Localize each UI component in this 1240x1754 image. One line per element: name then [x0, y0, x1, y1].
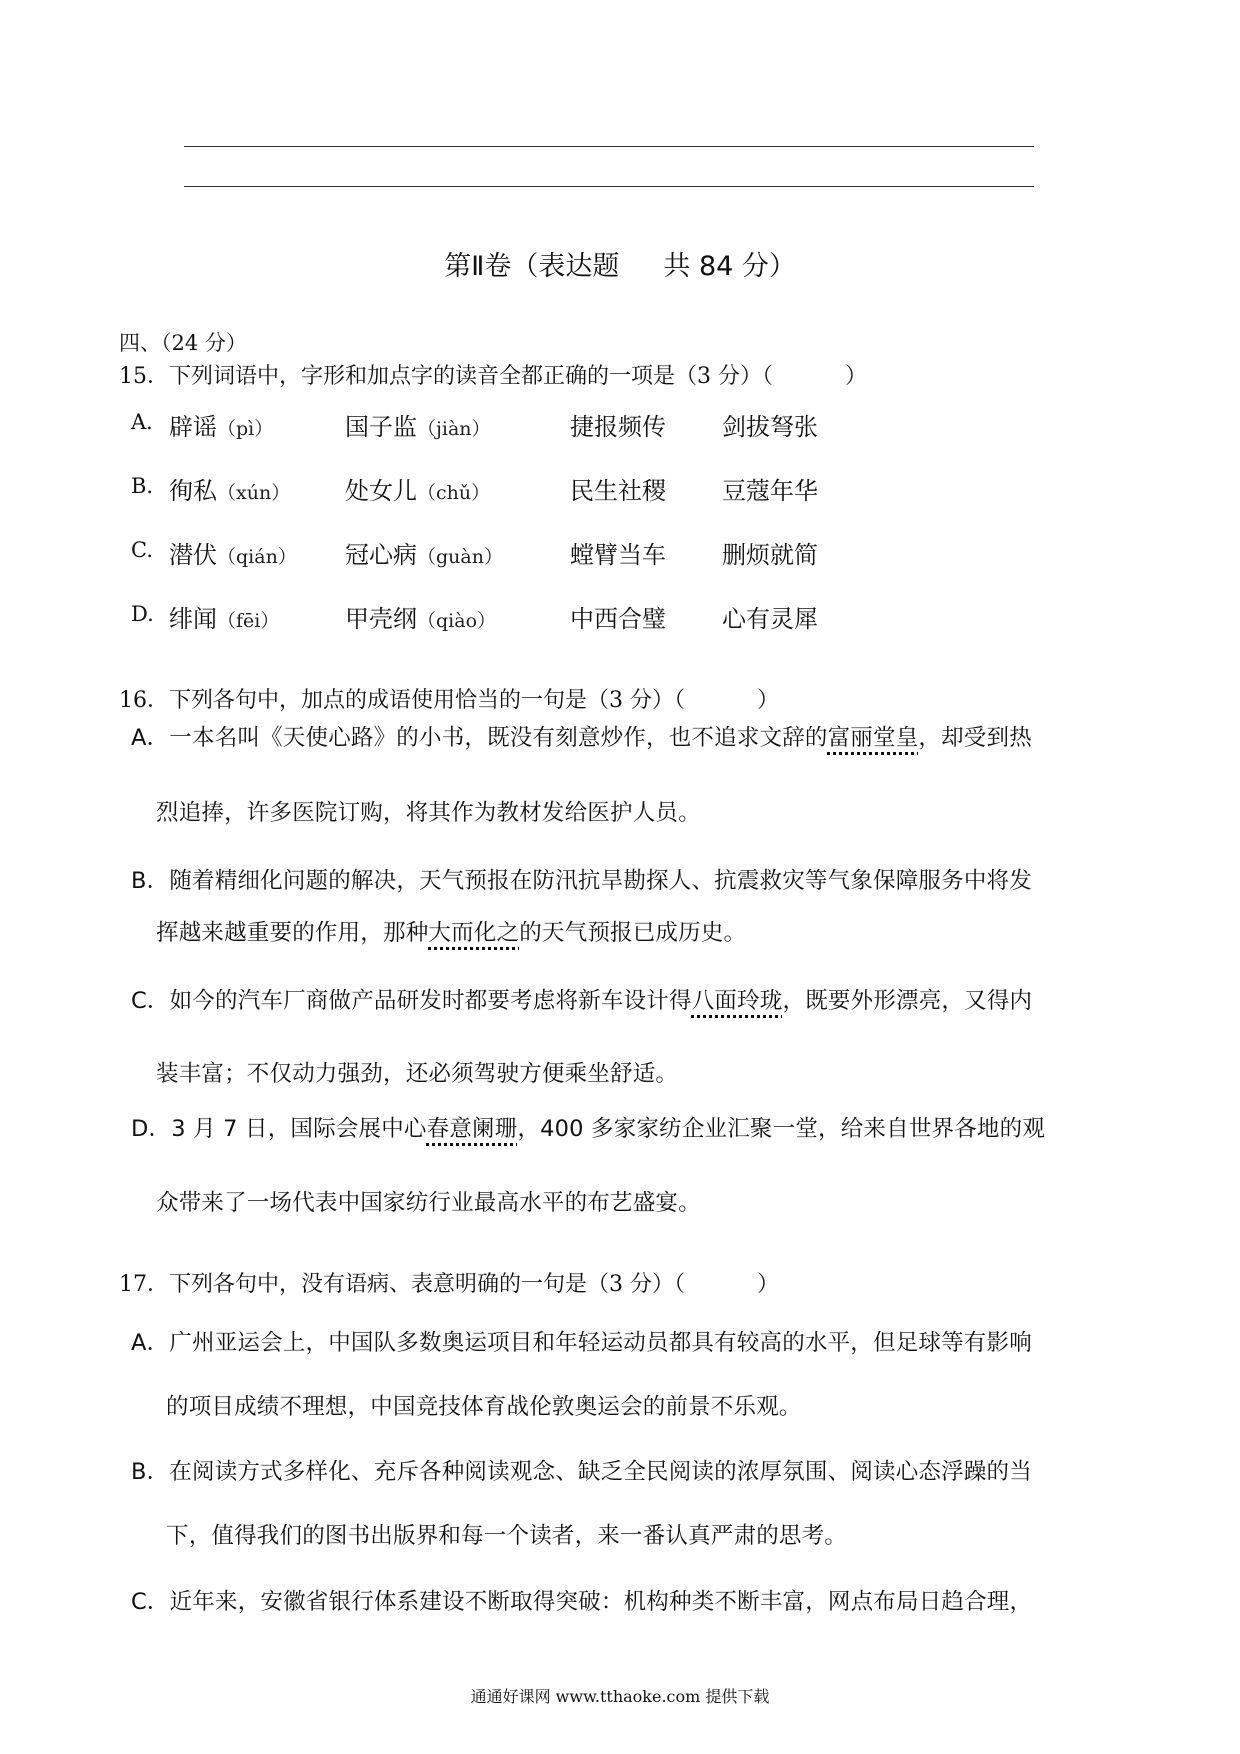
pinyin: （fēi）	[217, 610, 280, 632]
pinyin: （qián）	[217, 546, 297, 568]
text: C．如今的汽车厂商做产品研发时都要考虑将新车设计得	[131, 988, 692, 1014]
word: 国子监	[345, 413, 417, 441]
pinyin: （pì）	[217, 418, 274, 440]
q16-option-b-line1: B．随着精细化问题的解决，天气预报在防汛抗旱勘探人、抗震救灾等气象保障服务中将发	[131, 868, 1032, 894]
option-letter: A.	[131, 410, 153, 434]
word: 潜伏	[169, 541, 217, 569]
option-word-1	[169, 599, 279, 634]
q17-option-a-line2: 的项目成绩不理想，中国竞技体育战伦敦奥运会的前景不乐观。	[166, 1394, 802, 1420]
word: 辟谣	[169, 413, 217, 441]
text: 的天气预报已成历史。	[519, 920, 747, 946]
question-16-head	[119, 683, 779, 714]
q16-option-d-line2: 众带来了一场代表中国家纺行业最高水平的布艺盛宴。	[156, 1190, 701, 1216]
text: A．一本名叫《天使心路》的小书，既没有刻意炒作，也不追求文辞的	[131, 725, 828, 751]
q16-option-c-line1	[131, 983, 1032, 1015]
section-title-part1: 第Ⅱ卷（表达题	[444, 251, 620, 282]
option-letter: C.	[131, 538, 153, 562]
option-letter: D.	[131, 602, 154, 626]
option-word-1	[169, 535, 297, 570]
q17-option-c-line1: C．近年来，安徽省银行体系建设不断取得突破：机构种类不断丰富，网点布局日趋合理，	[131, 1589, 1033, 1615]
word: 绯闻	[169, 605, 217, 633]
q16-option-c-line2: 装丰富；不仅动力强劲，还必须驾驶方便乘坐舒适。	[156, 1061, 679, 1087]
question-15-close: ）	[845, 364, 868, 389]
pinyin: （chǔ）	[417, 482, 491, 504]
option-word-4: 剑拔弩张	[722, 413, 818, 441]
option-word-4: 豆蔻年华	[722, 477, 818, 505]
option-word-2	[345, 407, 491, 442]
pinyin: （guàn）	[417, 546, 503, 568]
q17-option-a-line1: A．广州亚运会上，中国队多数奥运项目和年轻运动员都具有较高的水平，但足球等有影响	[131, 1330, 1032, 1356]
option-word-3: 螳臂当车	[570, 541, 666, 569]
word: 徇私	[169, 477, 217, 505]
option-word-2	[345, 535, 503, 570]
question-16-close: ）	[757, 688, 780, 713]
question-17-text: 17．下列各句中，没有语病、表意明确的一句是（3 分）（	[119, 1272, 685, 1297]
section-title-part2: 共 84 分）	[663, 251, 796, 282]
question-17-close: ）	[757, 1272, 780, 1297]
text: ，400 多家家纺企业汇聚一堂，给来自世界各地的观	[517, 1116, 1046, 1142]
option-word-1	[169, 471, 290, 506]
dotted-idiom: 大而化之	[428, 920, 520, 946]
option-word-2	[345, 599, 496, 634]
option-letter: B.	[131, 474, 154, 498]
option-word-3: 捷报频传	[570, 413, 666, 441]
footer-source: 通通好课网 www.tthaoke.com 提供下载	[470, 1687, 770, 1706]
answer-line-1	[184, 146, 1034, 147]
q16-option-a-line1	[131, 720, 1032, 752]
text: 挥越来越重要的作用，那种	[156, 920, 429, 946]
text: D．3 月 7 日，国际会展中心	[131, 1116, 427, 1142]
word: 甲壳纲	[345, 605, 417, 633]
option-word-1	[169, 407, 273, 442]
q16-option-a-line2: 烈追捧，许多医院订购，将其作为教材发给医护人员。	[156, 800, 701, 826]
dotted-idiom: 八面玲珑	[691, 988, 783, 1014]
q16-option-d-line1	[131, 1111, 1045, 1143]
part-label: 四、（24 分）	[119, 331, 247, 355]
option-word-3: 民生社稷	[570, 477, 666, 505]
word: 处女儿	[345, 477, 417, 505]
dotted-idiom: 富丽堂皇	[827, 725, 919, 751]
pinyin: （jiàn）	[417, 418, 491, 440]
option-word-3: 中西合璧	[570, 605, 666, 633]
option-word-2	[345, 471, 490, 506]
pinyin: （qiào）	[417, 610, 497, 632]
word: 冠心病	[345, 541, 417, 569]
text: ，却受到热	[918, 725, 1032, 751]
q16-option-b-line2	[156, 915, 746, 947]
question-16-text: 16．下列各句中，加点的成语使用恰当的一句是（3 分）（	[119, 688, 685, 713]
text: ，既要外形漂亮，又得内	[782, 988, 1033, 1014]
question-15-head	[119, 359, 867, 390]
question-17-head	[119, 1267, 779, 1298]
question-15-text: 15．下列词语中，字形和加点字的读音全都正确的一项是（3 分）（	[119, 364, 773, 389]
section-title	[0, 244, 1240, 283]
answer-line-2	[184, 186, 1034, 187]
option-word-4: 心有灵犀	[722, 605, 818, 633]
option-word-4: 删烦就简	[722, 541, 818, 569]
dotted-idiom: 春意阑珊	[426, 1116, 518, 1142]
pinyin: （xún）	[217, 482, 291, 504]
q17-option-b-line2: 下，值得我们的图书出版界和每一个读者，来一番认真严肃的思考。	[166, 1523, 848, 1549]
q17-option-b-line1: B．在阅读方式多样化、充斥各种阅读观念、缺乏全民阅读的浓厚氛围、阅读心态浮躁的当	[131, 1459, 1032, 1485]
